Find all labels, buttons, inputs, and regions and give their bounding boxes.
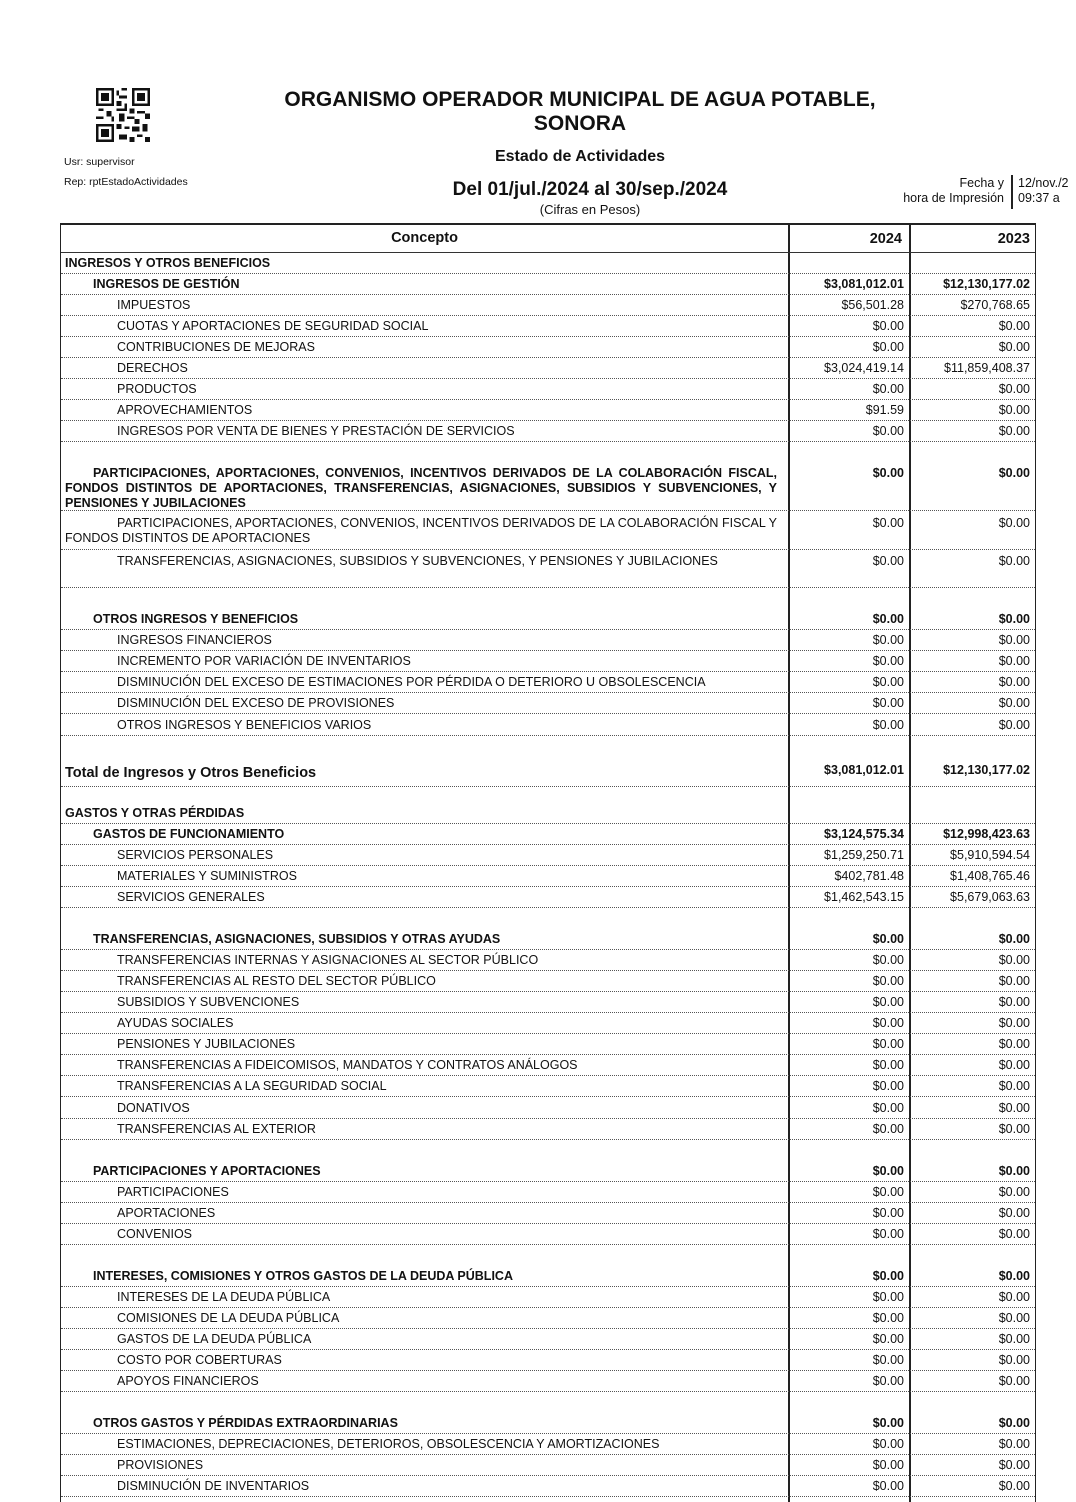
row-concept: PROVISIONES [117, 1458, 204, 1472]
row-concept: CONVENIOS [117, 1227, 193, 1241]
row-concept: INGRESOS FINANCIEROS [117, 633, 272, 647]
print-label-line1: Fecha y [959, 176, 1004, 190]
row-value-2024: $0.00 [872, 382, 904, 396]
table-row [61, 1434, 1035, 1455]
row-concept: TRANSFERENCIAS AL RESTO DEL SECTOR PÚBLICO [117, 974, 436, 988]
print-date: 12/nov./2 [1018, 176, 1069, 190]
row-value-2024: $0.00 [872, 1416, 904, 1430]
row-value-2023: $0.00 [998, 1332, 1030, 1346]
row-value-2024: $402,781.48 [834, 869, 904, 883]
row-value-2024: $91.59 [865, 403, 904, 417]
table-row [61, 1371, 1035, 1392]
row-value-2023: $0.00 [998, 1458, 1030, 1472]
row-value-2024: $0.00 [872, 953, 904, 967]
print-date-value [1018, 176, 1076, 206]
row-value-2023: $0.00 [998, 1037, 1030, 1051]
row-concept: COSTO POR COBERTURAS [117, 1353, 282, 1367]
table-row [61, 1119, 1035, 1140]
row-value-2024: $0.00 [872, 1332, 904, 1346]
row-concept: CONTRIBUCIONES DE MEJORAS [117, 340, 315, 354]
row-value-2023: $0.00 [998, 382, 1030, 396]
row-value-2024: $0.00 [872, 554, 904, 568]
table-row [61, 379, 1035, 400]
row-value-2024: $0.00 [872, 1353, 904, 1367]
row-value-2024: $0.00 [872, 718, 904, 732]
row-value-2023: $0.00 [998, 1101, 1030, 1115]
table-row [61, 1413, 1035, 1434]
row-concept: MATERIALES Y SUMINISTROS [117, 869, 297, 883]
print-date-divider [1011, 175, 1013, 209]
row-value-2023: $270,768.65 [960, 298, 1030, 312]
table-row [61, 824, 1035, 845]
row-concept: IMPUESTOS [117, 298, 191, 312]
row-value-2023: $0.00 [998, 1058, 1030, 1072]
row-value-2023: $0.00 [998, 1353, 1030, 1367]
row-concept: APORTACIONES [117, 1206, 216, 1220]
table-row [61, 1161, 1035, 1182]
table-row [61, 630, 1035, 651]
row-value-2023: $0.00 [998, 1290, 1030, 1304]
row-value-2024: $0.00 [872, 1058, 904, 1072]
row-value-2024: $0.00 [872, 1374, 904, 1388]
table-row [61, 715, 1035, 736]
row-value-2023: $0.00 [998, 633, 1030, 647]
row-concept: INTERESES DE LA DEUDA PÚBLICA [117, 1290, 331, 1304]
table-row [61, 316, 1035, 337]
row-concept: SERVICIOS PERSONALES [117, 848, 274, 862]
row-value-2024: $3,081,012.01 [824, 277, 904, 291]
row-concept: INGRESOS DE GESTIÓN [93, 277, 240, 291]
table-row [61, 609, 1035, 630]
table-row [61, 757, 1035, 787]
row-concept: INTERESES, COMISIONES Y OTROS GASTOS DE LA DEUDA PÚBLICA [93, 1269, 513, 1283]
row-value-2023: $0.00 [998, 1164, 1030, 1178]
row-value-2023: $0.00 [998, 974, 1030, 988]
activities-table [60, 223, 1036, 1502]
row-concept: OTROS INGRESOS Y BENEFICIOS [93, 612, 299, 626]
row-value-2024: $0.00 [872, 1311, 904, 1325]
page-title [200, 88, 960, 136]
currency-note: (Cifras en Pesos) [539, 202, 641, 217]
row-value-2023: $0.00 [998, 1374, 1030, 1388]
row-value-2024: $0.00 [872, 1458, 904, 1472]
row-value-2024: $0.00 [872, 466, 904, 480]
row-concept: APROVECHAMIENTOS [117, 403, 253, 417]
table-row [61, 253, 1035, 274]
row-value-2024: $0.00 [872, 424, 904, 438]
table-row [61, 274, 1035, 295]
report-subtitle: Estado de Actividades [494, 148, 666, 165]
report-period: Del 01/jul./2024 al 30/sep./2024 [452, 179, 728, 200]
title-line2: SONORA [533, 112, 627, 135]
row-value-2023: $0.00 [998, 340, 1030, 354]
table-row [61, 1224, 1035, 1245]
row-value-2024: $3,081,012.01 [824, 763, 904, 777]
row-value-2023: $0.00 [998, 953, 1030, 967]
row-value-2023: $0.00 [998, 466, 1030, 480]
table-row [61, 803, 1035, 824]
row-value-2023: $5,910,594.54 [950, 848, 1030, 862]
user-label: Usr: supervisor [64, 156, 135, 168]
row-value-2023: $0.00 [998, 1269, 1030, 1283]
row-value-2024: $0.00 [872, 654, 904, 668]
title-line1: ORGANISMO OPERADOR MUNICIPAL DE AGUA POTABLE, [284, 88, 876, 111]
row-value-2024: $0.00 [872, 696, 904, 710]
row-concept: GASTOS DE FUNCIONAMIENTO [93, 827, 285, 841]
table-row [61, 1076, 1035, 1097]
row-value-2024: $0.00 [872, 1101, 904, 1115]
row-concept: TRANSFERENCIAS AL EXTERIOR [117, 1122, 316, 1136]
row-value-2024: $0.00 [872, 633, 904, 647]
table-row [61, 1055, 1035, 1076]
row-value-2024: $0.00 [872, 1479, 904, 1493]
row-concept: DERECHOS [117, 361, 188, 375]
row-value-2024: $0.00 [872, 1206, 904, 1220]
row-value-2024: $0.00 [872, 340, 904, 354]
column-header-concept: Concepto [391, 230, 458, 246]
table-row [61, 971, 1035, 992]
table-row [61, 1182, 1035, 1203]
row-value-2024: $0.00 [872, 1016, 904, 1030]
row-value-2024: $0.00 [872, 995, 904, 1009]
row-value-2024: $0.00 [872, 974, 904, 988]
table-row [61, 463, 1035, 511]
row-value-2023: $5,679,063.63 [950, 890, 1030, 904]
row-concept: COMISIONES DE LA DEUDA PÚBLICA [117, 1311, 340, 1325]
table-row [61, 992, 1035, 1013]
row-value-2024: $1,259,250.71 [824, 848, 904, 862]
row-value-2023: $0.00 [998, 675, 1030, 689]
row-concept: PENSIONES Y JUBILACIONES [117, 1037, 296, 1051]
row-value-2023: $1,408,765.46 [950, 869, 1030, 883]
row-value-2024: $0.00 [872, 932, 904, 946]
row-value-2023: $0.00 [998, 1416, 1030, 1430]
table-row [61, 513, 1035, 550]
row-value-2024: $0.00 [872, 1269, 904, 1283]
table-row [61, 651, 1035, 672]
row-concept: OTROS INGRESOS Y BENEFICIOS VARIOS [117, 718, 372, 732]
table-row [61, 950, 1035, 971]
row-value-2023: $0.00 [998, 516, 1030, 530]
row-value-2024: $0.00 [872, 1290, 904, 1304]
row-value-2023: $0.00 [998, 654, 1030, 668]
row-value-2023: $0.00 [998, 612, 1030, 626]
table-row [61, 693, 1035, 714]
row-value-2023: $12,130,177.02 [943, 277, 1030, 291]
table-row [61, 1329, 1035, 1350]
row-concept: GASTOS Y OTRAS PÉRDIDAS [65, 806, 245, 820]
table-row [61, 1308, 1035, 1329]
table-row [61, 845, 1035, 866]
row-concept: TRANSFERENCIAS, ASIGNACIONES, SUBSIDIOS Y SUBVENCIONES, Y PENSIONES Y JUBILACIONES [117, 554, 718, 568]
row-value-2024: $0.00 [872, 675, 904, 689]
table-row [61, 421, 1035, 442]
row-value-2023: $0.00 [998, 1479, 1030, 1493]
row-concept: DONATIVOS [117, 1101, 190, 1115]
row-concept: TRANSFERENCIAS INTERNAS Y ASIGNACIONES AL SECTOR PÚBLICO [117, 953, 539, 967]
row-concept: ESTIMACIONES, DEPRECIACIONES, DETERIOROS, OBSOLESCENCIA Y AMORTIZACIONES [117, 1437, 660, 1451]
row-value-2023: $0.00 [998, 403, 1030, 417]
row-concept: TRANSFERENCIAS A FIDEICOMISOS, MANDATOS Y CONTRATOS ANÁLOGOS [117, 1058, 578, 1072]
row-concept: SERVICIOS GENERALES [117, 890, 265, 904]
table-row [61, 295, 1035, 316]
row-value-2023: $0.00 [998, 1122, 1030, 1136]
column-header-year-2024: 2024 [869, 231, 902, 247]
row-value-2024: $0.00 [872, 1227, 904, 1241]
table-row [61, 866, 1035, 887]
row-concept: OTROS GASTOS Y PÉRDIDAS EXTRAORDINARIAS [93, 1416, 398, 1430]
row-concept: GASTOS DE LA DEUDA PÚBLICA [117, 1332, 312, 1346]
row-concept: SUBSIDIOS Y SUBVENCIONES [117, 995, 300, 1009]
row-value-2024: $0.00 [872, 1164, 904, 1178]
row-value-2024: $0.00 [872, 1437, 904, 1451]
row-concept: APOYOS FINANCIEROS [117, 1374, 259, 1388]
table-row [61, 1098, 1035, 1119]
row-value-2023: $11,859,408.37 [944, 361, 1030, 375]
row-value-2023: $0.00 [998, 696, 1030, 710]
row-concept: DISMINUCIÓN DEL EXCESO DE ESTIMACIONES POR PÉRDIDA O DETERIORO U OBSOLESCENCIA [117, 675, 706, 689]
table-row [61, 1266, 1035, 1287]
row-value-2023: $0.00 [998, 1311, 1030, 1325]
row-value-2023: $0.00 [998, 1016, 1030, 1030]
row-concept: TRANSFERENCIAS, ASIGNACIONES, SUBSIDIOS Y OTRAS AYUDAS [93, 932, 501, 946]
print-label-line2: hora de Impresión [903, 191, 1004, 205]
row-concept: PARTICIPACIONES, APORTACIONES, CONVENIOS, INCENTIVOS DERIVADOS DE LA COLABORACIÓN FISCAL, FONDOS DISTINTOS DE APORTACIONES, TRANSFERENCIAS, ASIGNACIONES, SUBSIDIOS Y SUBVENCIONES, Y PENSIONES Y JUBILACIONES [65, 466, 777, 510]
table-row [61, 551, 1035, 588]
row-value-2024: $3,024,419.14 [824, 361, 904, 375]
row-concept: PARTICIPACIONES, APORTACIONES, CONVENIOS, INCENTIVOS DERIVADOS DE LA COLABORACIÓN FISCAL Y FONDOS DISTINTOS DE APORTACIONES [65, 516, 777, 545]
table-row [61, 1013, 1035, 1034]
table-row [61, 1287, 1035, 1308]
row-value-2024: $0.00 [872, 319, 904, 333]
table-row [61, 1350, 1035, 1371]
table-row [61, 887, 1035, 908]
row-value-2023: $0.00 [998, 1185, 1030, 1199]
row-concept: AYUDAS SOCIALES [117, 1016, 234, 1030]
column-header-year-2023: 2023 [997, 231, 1030, 247]
row-value-2023: $0.00 [998, 995, 1030, 1009]
table-row [61, 1034, 1035, 1055]
row-value-2023: $0.00 [998, 1206, 1030, 1220]
table-row [61, 1203, 1035, 1224]
print-time: 09:37 a [1018, 191, 1060, 205]
row-value-2024: $0.00 [872, 612, 904, 626]
row-value-2023: $0.00 [998, 1079, 1030, 1093]
row-value-2024: $0.00 [872, 1079, 904, 1093]
row-value-2024: $56,501.28 [841, 298, 904, 312]
row-concept: INGRESOS POR VENTA DE BIENES Y PRESTACIÓN DE SERVICIOS [117, 424, 515, 438]
row-value-2023: $0.00 [998, 424, 1030, 438]
row-value-2024: $3,124,575.34 [824, 827, 904, 841]
row-value-2023: $0.00 [998, 718, 1030, 732]
row-value-2023: $0.00 [998, 1227, 1030, 1241]
table-row [61, 929, 1035, 950]
row-concept: PARTICIPACIONES Y APORTACIONES [93, 1164, 321, 1178]
table-row [61, 337, 1035, 358]
row-value-2023: $12,998,423.63 [943, 827, 1030, 841]
row-value-2024: $0.00 [872, 1037, 904, 1051]
qr-code-icon [96, 88, 150, 142]
report-name-label: Rep: rptEstadoActividades [64, 176, 188, 188]
row-value-2024: $0.00 [872, 1185, 904, 1199]
row-concept: TRANSFERENCIAS A LA SEGURIDAD SOCIAL [117, 1079, 387, 1093]
row-value-2023: $0.00 [998, 554, 1030, 568]
table-row [61, 1455, 1035, 1476]
table-row [61, 400, 1035, 421]
row-concept: INCREMENTO POR VARIACIÓN DE INVENTARIOS [117, 654, 411, 668]
row-value-2024: $1,462,543.15 [824, 890, 904, 904]
print-date-label [880, 176, 1004, 206]
table-row [61, 1476, 1035, 1497]
row-concept: PARTICIPACIONES [117, 1185, 229, 1199]
row-value-2023: $0.00 [998, 319, 1030, 333]
row-concept: PRODUCTOS [117, 382, 197, 396]
row-concept: Total de Ingresos y Otros Beneficios [65, 765, 317, 781]
row-value-2024: $0.00 [872, 516, 904, 530]
row-value-2023: $0.00 [998, 1437, 1030, 1451]
row-value-2024: $0.00 [872, 1122, 904, 1136]
table-row [61, 358, 1035, 379]
row-concept: DISMINUCIÓN DE INVENTARIOS [117, 1479, 310, 1493]
row-value-2023: $12,130,177.02 [943, 763, 1030, 777]
row-concept: INGRESOS Y OTROS BENEFICIOS [65, 256, 271, 270]
row-value-2023: $0.00 [998, 932, 1030, 946]
row-concept: DISMINUCIÓN DEL EXCESO DE PROVISIONES [117, 696, 395, 710]
row-concept: CUOTAS Y APORTACIONES DE SEGURIDAD SOCIAL [117, 319, 429, 333]
table-row [61, 672, 1035, 693]
